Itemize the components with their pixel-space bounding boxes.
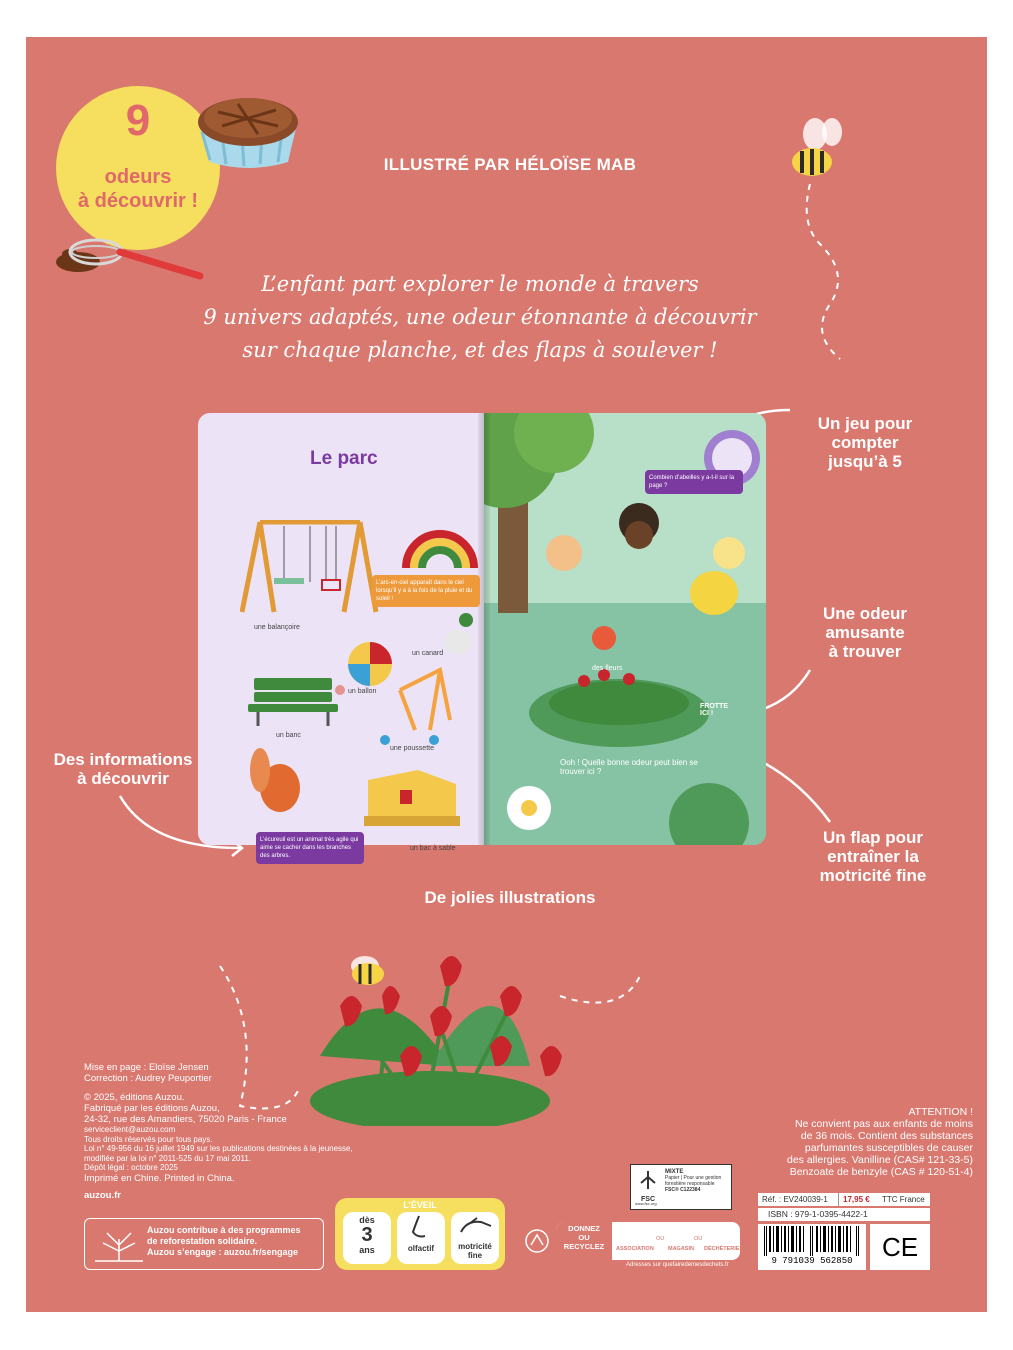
credit-deposit: Dépôt légal : octobre 2025 [84, 1163, 178, 1172]
triman-icon [524, 1228, 550, 1254]
intro-line-3: sur chaque planche, et des flaps à soulever ! [242, 338, 718, 362]
age-top: dès [359, 1215, 375, 1225]
ce-mark: CE [870, 1224, 930, 1270]
hand-icon [451, 1212, 499, 1240]
callout-flap-line3: motricité fine [819, 866, 927, 885]
recycle-opt1: ASSOCIATION [616, 1246, 654, 1252]
fsc-tree-icon [635, 1169, 661, 1191]
label-flowers: des fleurs [592, 665, 623, 672]
reforest-line1: Auzou contribue à des programmes [147, 1225, 301, 1235]
credit-printed: Imprimé en Chine. Printed in China. [84, 1172, 235, 1184]
callout-info-line2: à découvrir [77, 769, 169, 788]
attention-line3: parfumantes susceptibles de causer [804, 1142, 973, 1154]
page-title: Le parc [310, 448, 378, 469]
label-duck: un canard [412, 650, 444, 657]
intro-line-1: L’enfant part explorer le monde à travers [261, 272, 699, 296]
label-bench: un banc [276, 732, 301, 739]
attention-line0: ATTENTION ! [908, 1106, 973, 1118]
recycle-label-3: RECYCLEZ [563, 1242, 605, 1251]
rainbow-info: L’arc-en-ciel apparaît dans le ciel lorsqu’il y a à la fois de la pluie et du soleil ! [372, 575, 480, 607]
product-ref: Réf. : EV240039-1 [762, 1195, 828, 1204]
callout-count-line1: Un jeu pour [817, 414, 913, 433]
motricite-label-1: motricité [458, 1242, 492, 1251]
age-card [343, 1212, 391, 1264]
fsc-logo-text: FSC [641, 1196, 655, 1203]
attention-block [713, 1106, 973, 1178]
attention-line5: Benzoate de benzyle (CAS # 120-51-4) [789, 1166, 973, 1178]
credit-law2: modifiée par la loi n° 2011-525 du 17 mai 2011. [84, 1153, 252, 1163]
recycle-or2: OU [694, 1236, 703, 1242]
illustrator-credit: ILLUSTRÉ PAR HÉLOÏSE MAB [383, 155, 637, 174]
credit-correction: Correction : Audrey Peuportier [84, 1073, 212, 1084]
credit-email: serviceclient@auzou.com [84, 1125, 176, 1134]
badge-number: 9 [125, 96, 151, 145]
intro-line-2: 9 univers adaptés, une odeur étonnante à découvrir [203, 305, 757, 329]
credits-block [84, 1062, 353, 1201]
smell-question: Ooh ! Quelle bonne odeur peut bien se trouver ici ? [560, 758, 698, 776]
callout-info-line1: Des informations [53, 750, 193, 769]
credit-rights: Tous droits réservés pour tous pays. [84, 1134, 213, 1144]
label-rub: FROTTE ICI ! [700, 703, 728, 717]
recycle-label-2: OU [578, 1233, 590, 1242]
credit-copyright: © 2025, éditions Auzou. [84, 1092, 185, 1103]
callout-flap-line1: Un flap pour [822, 828, 924, 847]
credit-maker: Fabriqué par les éditions Auzou, [84, 1103, 220, 1114]
barcode-bars [758, 1224, 866, 1258]
left-page-illustrations [240, 520, 480, 850]
callout-illustrations: De jolies illustrations [424, 888, 596, 907]
recycle-opt3: DÉCHÈTERIE [704, 1246, 740, 1252]
eveil-box [335, 1198, 505, 1270]
attention-line1: Ne convient pas aux enfants de moins [794, 1118, 973, 1130]
label-sandbox: un bac à sable [410, 845, 456, 852]
product-price: 17,95 € [838, 1193, 870, 1206]
callout-smell-line1: Une odeur [822, 604, 908, 623]
credit-law1: Loi n° 49-956 du 16 juillet 1949 sur les publications destinées à la jeunesse, [84, 1144, 353, 1153]
callout-count-line3: jusqu’à 5 [828, 452, 902, 471]
recycle-or1: OU [656, 1236, 665, 1242]
label-ball: un ballon [348, 688, 377, 695]
recycle-opt2: MAGASIN [668, 1246, 694, 1252]
reforest-box [84, 1218, 324, 1270]
age-unit: ans [359, 1245, 375, 1255]
age-number: 3 [361, 1224, 373, 1246]
price-suffix: TTC France [882, 1195, 925, 1204]
motricite-card [451, 1212, 499, 1264]
callout-count-line2: compter [831, 433, 899, 452]
recycle-label [556, 1222, 612, 1262]
recycle-box [556, 1222, 740, 1260]
fsc-code: FSC® C122384 [665, 1187, 701, 1193]
fsc-site: www.fsc.org [635, 1201, 657, 1206]
olfactif-card [397, 1212, 445, 1264]
fsc-mixte: MIXTE [665, 1169, 684, 1175]
credit-layout: Mise en page : Eloïse Jensen [84, 1062, 209, 1073]
attention-line4: des allergies. Vanilline (CAS# 121-33-5) [787, 1154, 973, 1166]
attention-line2: de 36 mois. Contient des substances [800, 1130, 973, 1142]
label-stroller: une poussette [390, 745, 434, 752]
motricite-label-2: fine [467, 1251, 483, 1260]
barcode [758, 1224, 866, 1270]
ref-price-box [758, 1193, 930, 1206]
callout-flap-line2: entraîner la [827, 847, 919, 866]
label-swing: une balançoire [254, 624, 300, 631]
reforest-line2: de reforestation solidaire. [147, 1236, 258, 1246]
credit-address: 24-32, rue des Amandiers, 75020 Paris - France [84, 1114, 287, 1125]
tree-icon [91, 1225, 147, 1263]
nose-icon [397, 1212, 445, 1242]
barcode-digits: 9 791039 562850 [771, 1256, 853, 1266]
badge-line2: à découvrir ! [77, 190, 199, 212]
publisher-site[interactable]: auzou.fr [84, 1189, 121, 1201]
recycle-label-1: DONNEZ [568, 1224, 600, 1233]
callout-smell-line2: amusante [825, 623, 905, 642]
fsc-desc: Papier | Pour une gestion forestière responsable [665, 1175, 722, 1187]
callout-smell-line3: à trouver [828, 642, 902, 661]
reforest-line3: Auzou s’engage : auzou.fr/sengage [147, 1247, 299, 1257]
fsc-logo [635, 1169, 661, 1203]
isbn: ISBN : 979-1-0395-4422-1 [758, 1208, 930, 1221]
eveil-title: L’ÉVEIL [403, 1200, 437, 1210]
recycle-note: Adresses sur quefairedemesdechets.fr [626, 1262, 729, 1268]
badge-line1: odeurs [104, 166, 172, 188]
olfactif-label: olfactif [407, 1244, 435, 1253]
squirrel-info: L’écureuil est un animal très agile qui aime se cacher dans les branches des arbres. [256, 832, 364, 864]
bee-question: Combien d’abeilles y a-t-il sur la page ? [645, 470, 743, 494]
